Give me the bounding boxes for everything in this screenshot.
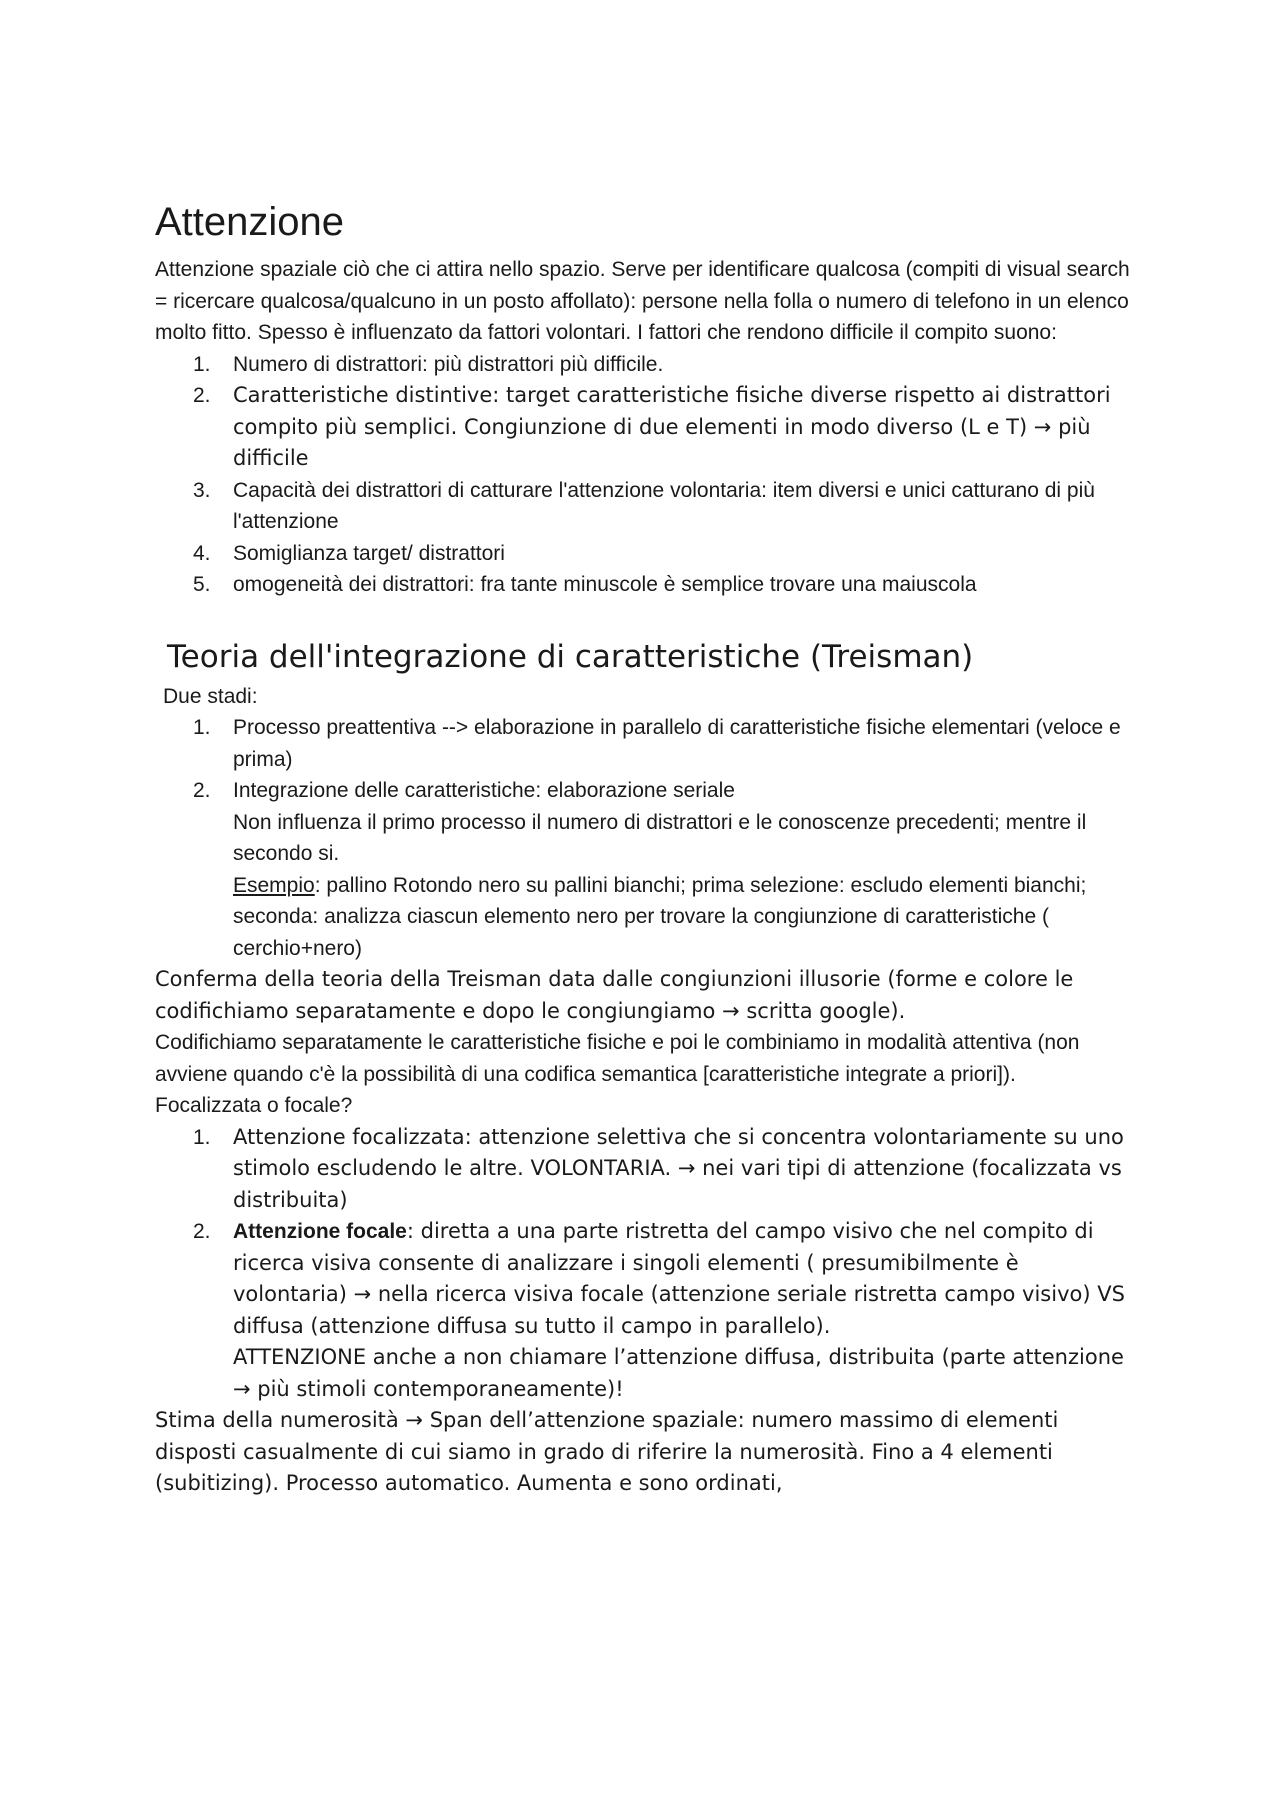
list-number: 3. [193,478,211,502]
bold-term: Attenzione focale [233,1220,407,1243]
list-item-body: : diretta a una parte ristretta del campo visivo che nel compito di ricerca visiva consente di analizzare i singoli elementi ( presumibilmente è volontaria) → nella ricerca visiva focale (attenzione seriale ristretta campo visivo) VS diffusa (attenzione diffusa su tutto il campo in parallelo). [233,1219,1125,1338]
question-line: Focalizzata o focale? [155,1094,353,1117]
list-item [155,569,1135,601]
list-item-text: Numero di distrattori: più distrattori più difficile. [233,352,664,376]
list-number: 1. [193,1125,211,1149]
list-item [155,538,1135,570]
list-item [155,349,1135,381]
list-number: 2. [193,779,211,802]
list-item [155,1216,1135,1405]
list-item-text [233,1216,1135,1342]
numerosity-paragraph: Stima della numerosità → Span dell’attenzione spaziale: numero massimo di elementi disposti casualmente di cui siamo in grado di riferire la numerosità. Fino a 4 elementi (subitizing). Processo automatico. Aumenta e sono ordinati, [155,1408,1059,1495]
list-item-text: omogeneità dei distrattori: fra tante minuscole è semplice trovare una maiuscola [233,573,977,596]
attention-types-list [155,1122,1135,1406]
factors-list [155,349,1135,601]
intro-paragraph: Attenzione spaziale ciò che ci attira nello spazio. Serve per identificare qualcosa (compiti di visual search = ricercare qualcosa/qualcuno in un posto affollato): persone nella folla o numero di telefono in un elenco molto fitto. Spesso è influenzato da fattori volontari. I fattori che rendono difficile il compito suono: [155,258,1130,344]
list-item-text: Capacità dei distrattori di catturare l'attenzione volontaria: item diversi e unici catturano di più l'attenzione [233,478,1095,533]
document-content [155,196,1135,1500]
list-item [155,1122,1135,1217]
list-number: 1. [193,352,211,376]
warning-note: ATTENZIONE anche a non chiamare l’attenzione diffusa, distribuita (parte attenzione → più stimoli contemporaneamente)! [233,1345,1124,1401]
list-item [155,775,1135,964]
list-item-text: Integrazione delle caratteristiche: elaborazione seriale [233,779,735,802]
stages-label: Due stadi: [163,684,258,708]
list-number: 4. [193,541,211,565]
list-item-text: Caratteristiche distintive: target caratteristiche fisiche diverse rispetto ai distrattori compito più semplici. Congiunzione di due elementi in modo diverso (L e T) → più difficile [233,383,1111,470]
example-paragraph [233,870,1135,965]
list-item [155,712,1135,775]
list-item [155,380,1135,475]
list-number: 2. [193,384,211,407]
confirm-paragraph: Conferma della teoria della Treisman data dalle congiunzioni illusorie (forme e colore le codifichiamo separatamente e dopo le congiungiamo → scritta google). [155,967,1074,1023]
example-label: Esempio [233,873,315,897]
stages-list [155,712,1135,964]
example-text: : pallino Rotondo nero su pallini bianchi; prima selezione: escludo elementi bianchi; seconda: analizza ciascun elemento nero per trovare la congiunzione di caratteristiche ( cerchio+nero) [233,873,1087,960]
list-number: 2. [193,1220,211,1243]
list-number: 5. [193,573,211,596]
coding-paragraph: Codifichiamo separatamente le caratteristiche fisiche e poi le combiniamo in modalità attentiva (non avviene quando c'è la possibilità di una codifica semantica [caratteristiche integrate a priori]). [155,1031,1080,1086]
list-item-text: Processo preattentiva --> elaborazione in parallelo di caratteristiche fisiche elementari (veloce e prima) [233,716,1121,771]
list-item-text: Attenzione focalizzata: attenzione selettiva che si concentra volontariamente su uno stimolo escludendo le altre. VOLONTARIA. → nei vari tipi di attenzione (focalizzata vs distribuita) [233,1124,1124,1212]
page-title: Attenzione [155,200,345,244]
stage-note: Non influenza il primo processo il numero di distrattori e le conoscenze precedenti; mentre il secondo si. [233,810,1087,865]
list-item [155,475,1135,538]
section-heading: Teoria dell'integrazione di caratteristiche (Treisman) [167,638,974,675]
list-number: 1. [193,716,211,739]
list-item-text: Somiglianza target/ distrattori [233,541,505,565]
